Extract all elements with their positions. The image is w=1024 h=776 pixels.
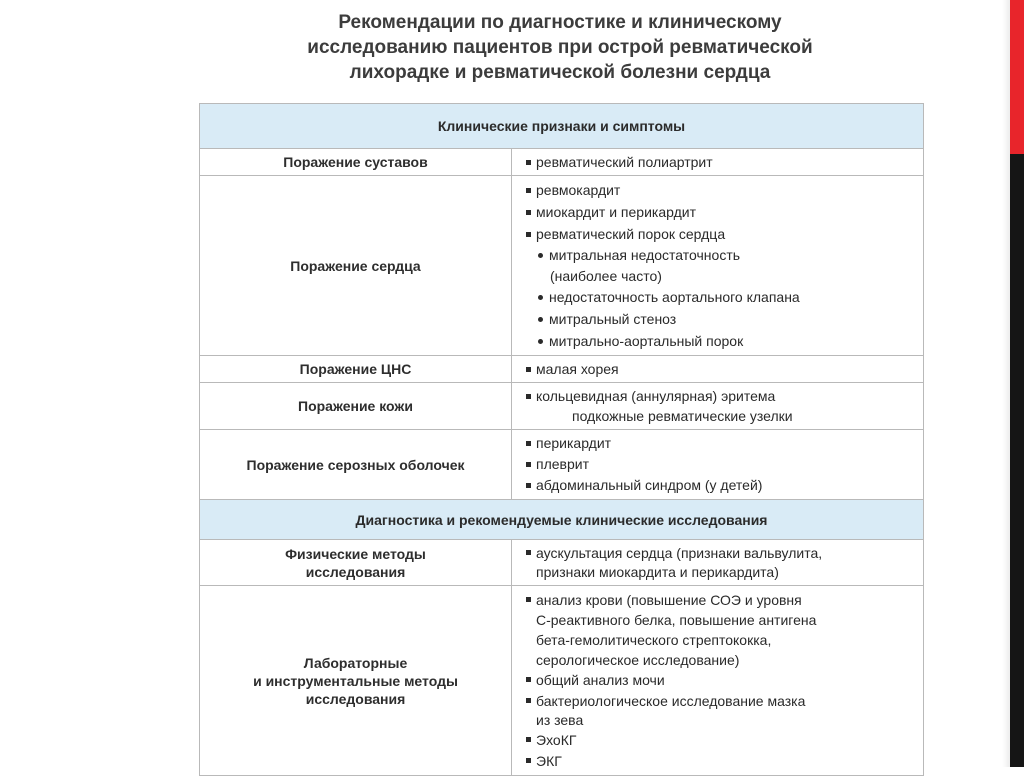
- square-bullet-icon: [526, 232, 531, 237]
- list-item: ревматический полиартрит: [526, 152, 917, 172]
- items-joints: [512, 149, 924, 176]
- square-bullet-icon: [526, 698, 531, 703]
- round-bullet-icon: [538, 253, 543, 258]
- items-physical: [512, 540, 924, 586]
- table-row-joints: [200, 149, 924, 176]
- list-item: аускультация сердца (признаки вальвулита,: [526, 544, 917, 563]
- section-header-clinical: Клинические признаки и симптомы: [200, 104, 924, 149]
- round-bullet-icon: [538, 339, 543, 344]
- list-item: бактериологическое исследование мазка: [526, 691, 917, 711]
- list-item: анализ крови (повышение СОЭ и уровня: [526, 590, 917, 610]
- table-row-serous: [200, 430, 924, 500]
- square-bullet-icon: [526, 210, 531, 215]
- list-item: миокардит и перикардит: [526, 201, 917, 223]
- square-bullet-icon: [526, 188, 531, 193]
- items-heart: [512, 176, 924, 356]
- list-item: ревматический порок сердца: [526, 223, 917, 245]
- list-item-continuation: С-реактивного белка, повышение антигена: [536, 611, 817, 628]
- table-row-skin: [200, 383, 924, 430]
- list-item: абдоминальный синдром (у детей): [526, 475, 917, 496]
- table-row-physical: [200, 540, 924, 586]
- list-item: общий анализ мочи: [526, 670, 917, 691]
- table-row-lab: [200, 586, 924, 776]
- section-header-row: [200, 500, 924, 540]
- category-heart: Поражение сердца: [200, 176, 512, 356]
- page-edge-shadow: [1002, 0, 1010, 767]
- square-bullet-icon: [526, 160, 531, 165]
- list-item: плеврит: [526, 454, 917, 475]
- square-bullet-icon: [526, 758, 531, 763]
- list-item: ревмокардит: [526, 179, 917, 201]
- sub-list-item: митральный стеноз: [526, 308, 917, 330]
- page-title: [230, 10, 890, 85]
- square-bullet-icon: [526, 441, 531, 446]
- square-bullet-icon: [526, 597, 531, 602]
- dark-accent-bar: [1010, 154, 1024, 767]
- table-row-cns: [200, 356, 924, 383]
- list-item-continuation: серологическое исследование): [536, 651, 740, 668]
- title-line-2: исследованию пациентов при острой ревматической: [307, 37, 813, 58]
- sub-list-item: митральная недостаточность: [526, 245, 917, 266]
- round-bullet-icon: [538, 317, 543, 322]
- list-item: ЭКГ: [526, 751, 917, 772]
- list-item: перикардит: [526, 433, 917, 454]
- sub-list-item: митрально-аортальный порок: [526, 330, 917, 352]
- square-bullet-icon: [526, 462, 531, 467]
- category-skin: Поражение кожи: [200, 383, 512, 430]
- list-item-continuation: из зева: [536, 711, 584, 728]
- red-accent-bar: [1010, 0, 1024, 154]
- list-item: ЭхоКГ: [526, 730, 917, 751]
- section-header-diagnostics: Диагностика и рекомендуемые клинические исследования: [200, 500, 924, 540]
- category-lab: Лабораторные и инструментальные методы исследования: [200, 586, 512, 776]
- list-item: кольцевидная (аннулярная) эритема: [526, 386, 917, 406]
- list-item-continuation: признаки миокардита и перикардита): [536, 563, 779, 580]
- category-cns: Поражение ЦНС: [200, 356, 512, 383]
- square-bullet-icon: [526, 394, 531, 399]
- list-item-continuation: бета-гемолитического стрептококка,: [536, 631, 772, 648]
- title-line-1: Рекомендации по диагностике и клиническому: [338, 12, 782, 33]
- round-bullet-icon: [538, 295, 543, 300]
- recommendations-table: [199, 103, 924, 776]
- square-bullet-icon: [526, 550, 531, 555]
- square-bullet-icon: [526, 483, 531, 488]
- table-row-heart: [200, 176, 924, 356]
- square-bullet-icon: [526, 737, 531, 742]
- items-lab: [512, 586, 924, 776]
- category-joints: Поражение суставов: [200, 149, 512, 176]
- list-item-continuation: подкожные ревматические узелки: [572, 408, 793, 424]
- items-serous: [512, 430, 924, 500]
- list-item: малая хорея: [526, 359, 917, 379]
- square-bullet-icon: [526, 367, 531, 372]
- items-cns: [512, 356, 924, 383]
- sub-list-item-continuation: (наиболее часто): [550, 268, 662, 284]
- sub-list-item: недостаточность аортального клапана: [526, 286, 917, 308]
- title-line-3: лихорадке и ревматической болезни сердца: [349, 62, 771, 83]
- square-bullet-icon: [526, 677, 531, 682]
- section-header-row: [200, 104, 924, 149]
- category-serous: Поражение серозных оболочек: [200, 430, 512, 500]
- items-skin: [512, 383, 924, 430]
- category-physical: Физические методы исследования: [200, 540, 512, 586]
